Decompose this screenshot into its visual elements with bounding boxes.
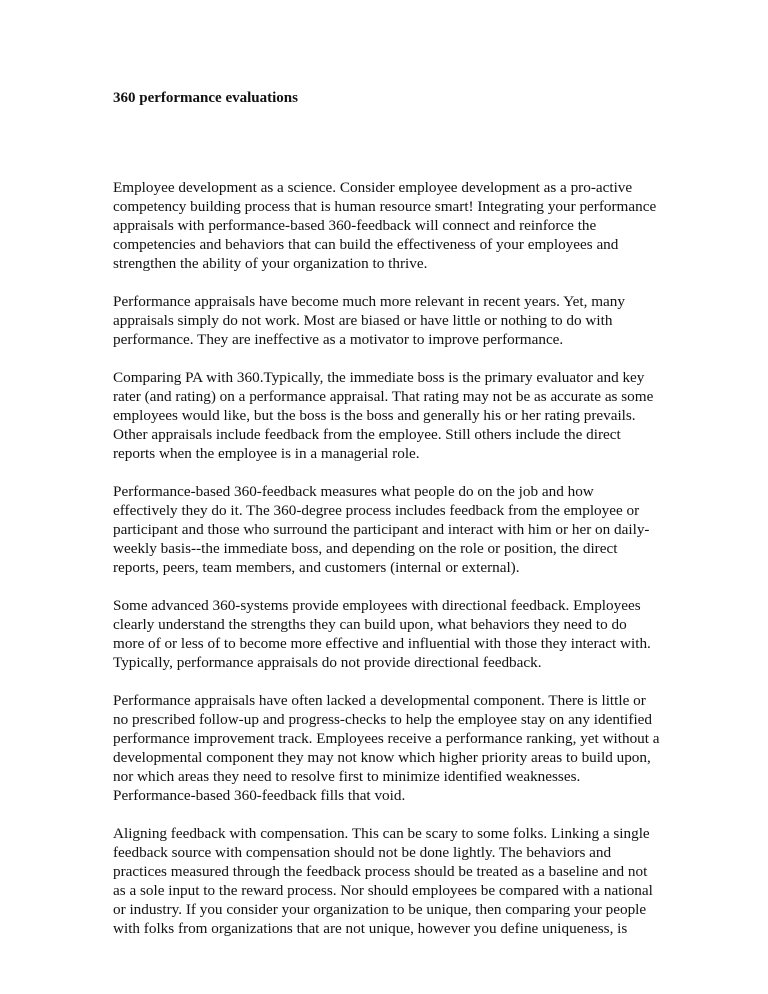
text-line: as a sole input to the reward process. Nor should employees be compared with a national <box>113 882 653 899</box>
text-line: appraisals with performance-based 360-feedback will connect and reinforce the <box>113 217 597 234</box>
text-line: competencies and behaviors that can build the effectiveness of your employees and <box>113 236 619 253</box>
text-line: nor which areas they need to resolve first to minimize identified weaknesses. <box>113 768 581 785</box>
text-line: developmental component they may not know which higher priority areas to build upon, <box>113 749 651 766</box>
text-line: practices measured through the feedback process should be treated as a baseline and not <box>113 863 648 880</box>
text-line: participant and those who surround the participant and interact with him or her on daily- <box>113 521 650 538</box>
paragraph <box>113 292 658 349</box>
paragraph <box>113 178 658 273</box>
text-line: reports, peers, team members, and customers (internal or external). <box>113 559 520 576</box>
paragraph <box>113 482 658 577</box>
text-line: or industry. If you consider your organization to be unique, then comparing your people <box>113 901 647 918</box>
text-line: Typically, performance appraisals do not provide directional feedback. <box>113 654 542 671</box>
text-line: Other appraisals include feedback from the employee. Still others include the direct <box>113 426 621 443</box>
document-title: 360 performance evaluations <box>113 90 298 106</box>
text-line: weekly basis--the immediate boss, and depending on the role or position, the direct <box>113 540 618 557</box>
text-line: employees would like, but the boss is the boss and generally his or her rating prevails. <box>113 407 636 424</box>
text-line: feedback source with compensation should not be done lightly. The behaviors and <box>113 844 612 861</box>
text-line: strengthen the ability of your organization to thrive. <box>113 255 428 272</box>
text-line: effectively they do it. The 360-degree process includes feedback from the employee or <box>113 502 640 519</box>
paragraph <box>113 368 658 463</box>
paragraph <box>113 691 658 805</box>
text-line: more of or less of to become more effective and influential with those they interact with. <box>113 635 651 652</box>
text-line: clearly understand the strengths they can build upon, what behaviors they need to do <box>113 616 627 633</box>
text-line: Performance appraisals have often lacked a developmental component. There is little or <box>113 692 646 709</box>
text-line: Comparing PA with 360.Typically, the immediate boss is the primary evaluator and key <box>113 369 645 386</box>
text-line: rater (and rating) on a performance appraisal. That rating may not be as accurate as some <box>113 388 654 405</box>
text-line: with folks from organizations that are not unique, however you define uniqueness, is <box>113 920 628 937</box>
text-line: Performance-based 360-feedback fills that void. <box>113 787 406 804</box>
text-line: Performance appraisals have become much more relevant in recent years. Yet, many <box>113 293 625 310</box>
text-line: performance. They are ineffective as a motivator to improve performance. <box>113 331 564 348</box>
text-line: appraisals simply do not work. Most are biased or have little or nothing to do with <box>113 312 613 329</box>
text-line: no prescribed follow-up and progress-checks to help the employee stay on any identified <box>113 711 652 728</box>
paragraph <box>113 824 658 938</box>
text-line: Some advanced 360-systems provide employees with directional feedback. Employees <box>113 597 641 614</box>
text-line: Employee development as a science. Consider employee development as a pro-active <box>113 179 633 196</box>
text-line: Performance-based 360-feedback measures what people do on the job and how <box>113 483 594 500</box>
text-line: competency building process that is human resource smart! Integrating your performance <box>113 198 657 215</box>
text-line: Aligning feedback with compensation. This can be scary to some folks. Linking a single <box>113 825 650 842</box>
text-line: reports when the employee is in a managerial role. <box>113 445 420 462</box>
document-body <box>113 178 658 938</box>
document-page <box>113 88 658 957</box>
text-line: performance improvement track. Employees receive a performance ranking, yet without a <box>113 730 660 747</box>
paragraph <box>113 596 658 672</box>
